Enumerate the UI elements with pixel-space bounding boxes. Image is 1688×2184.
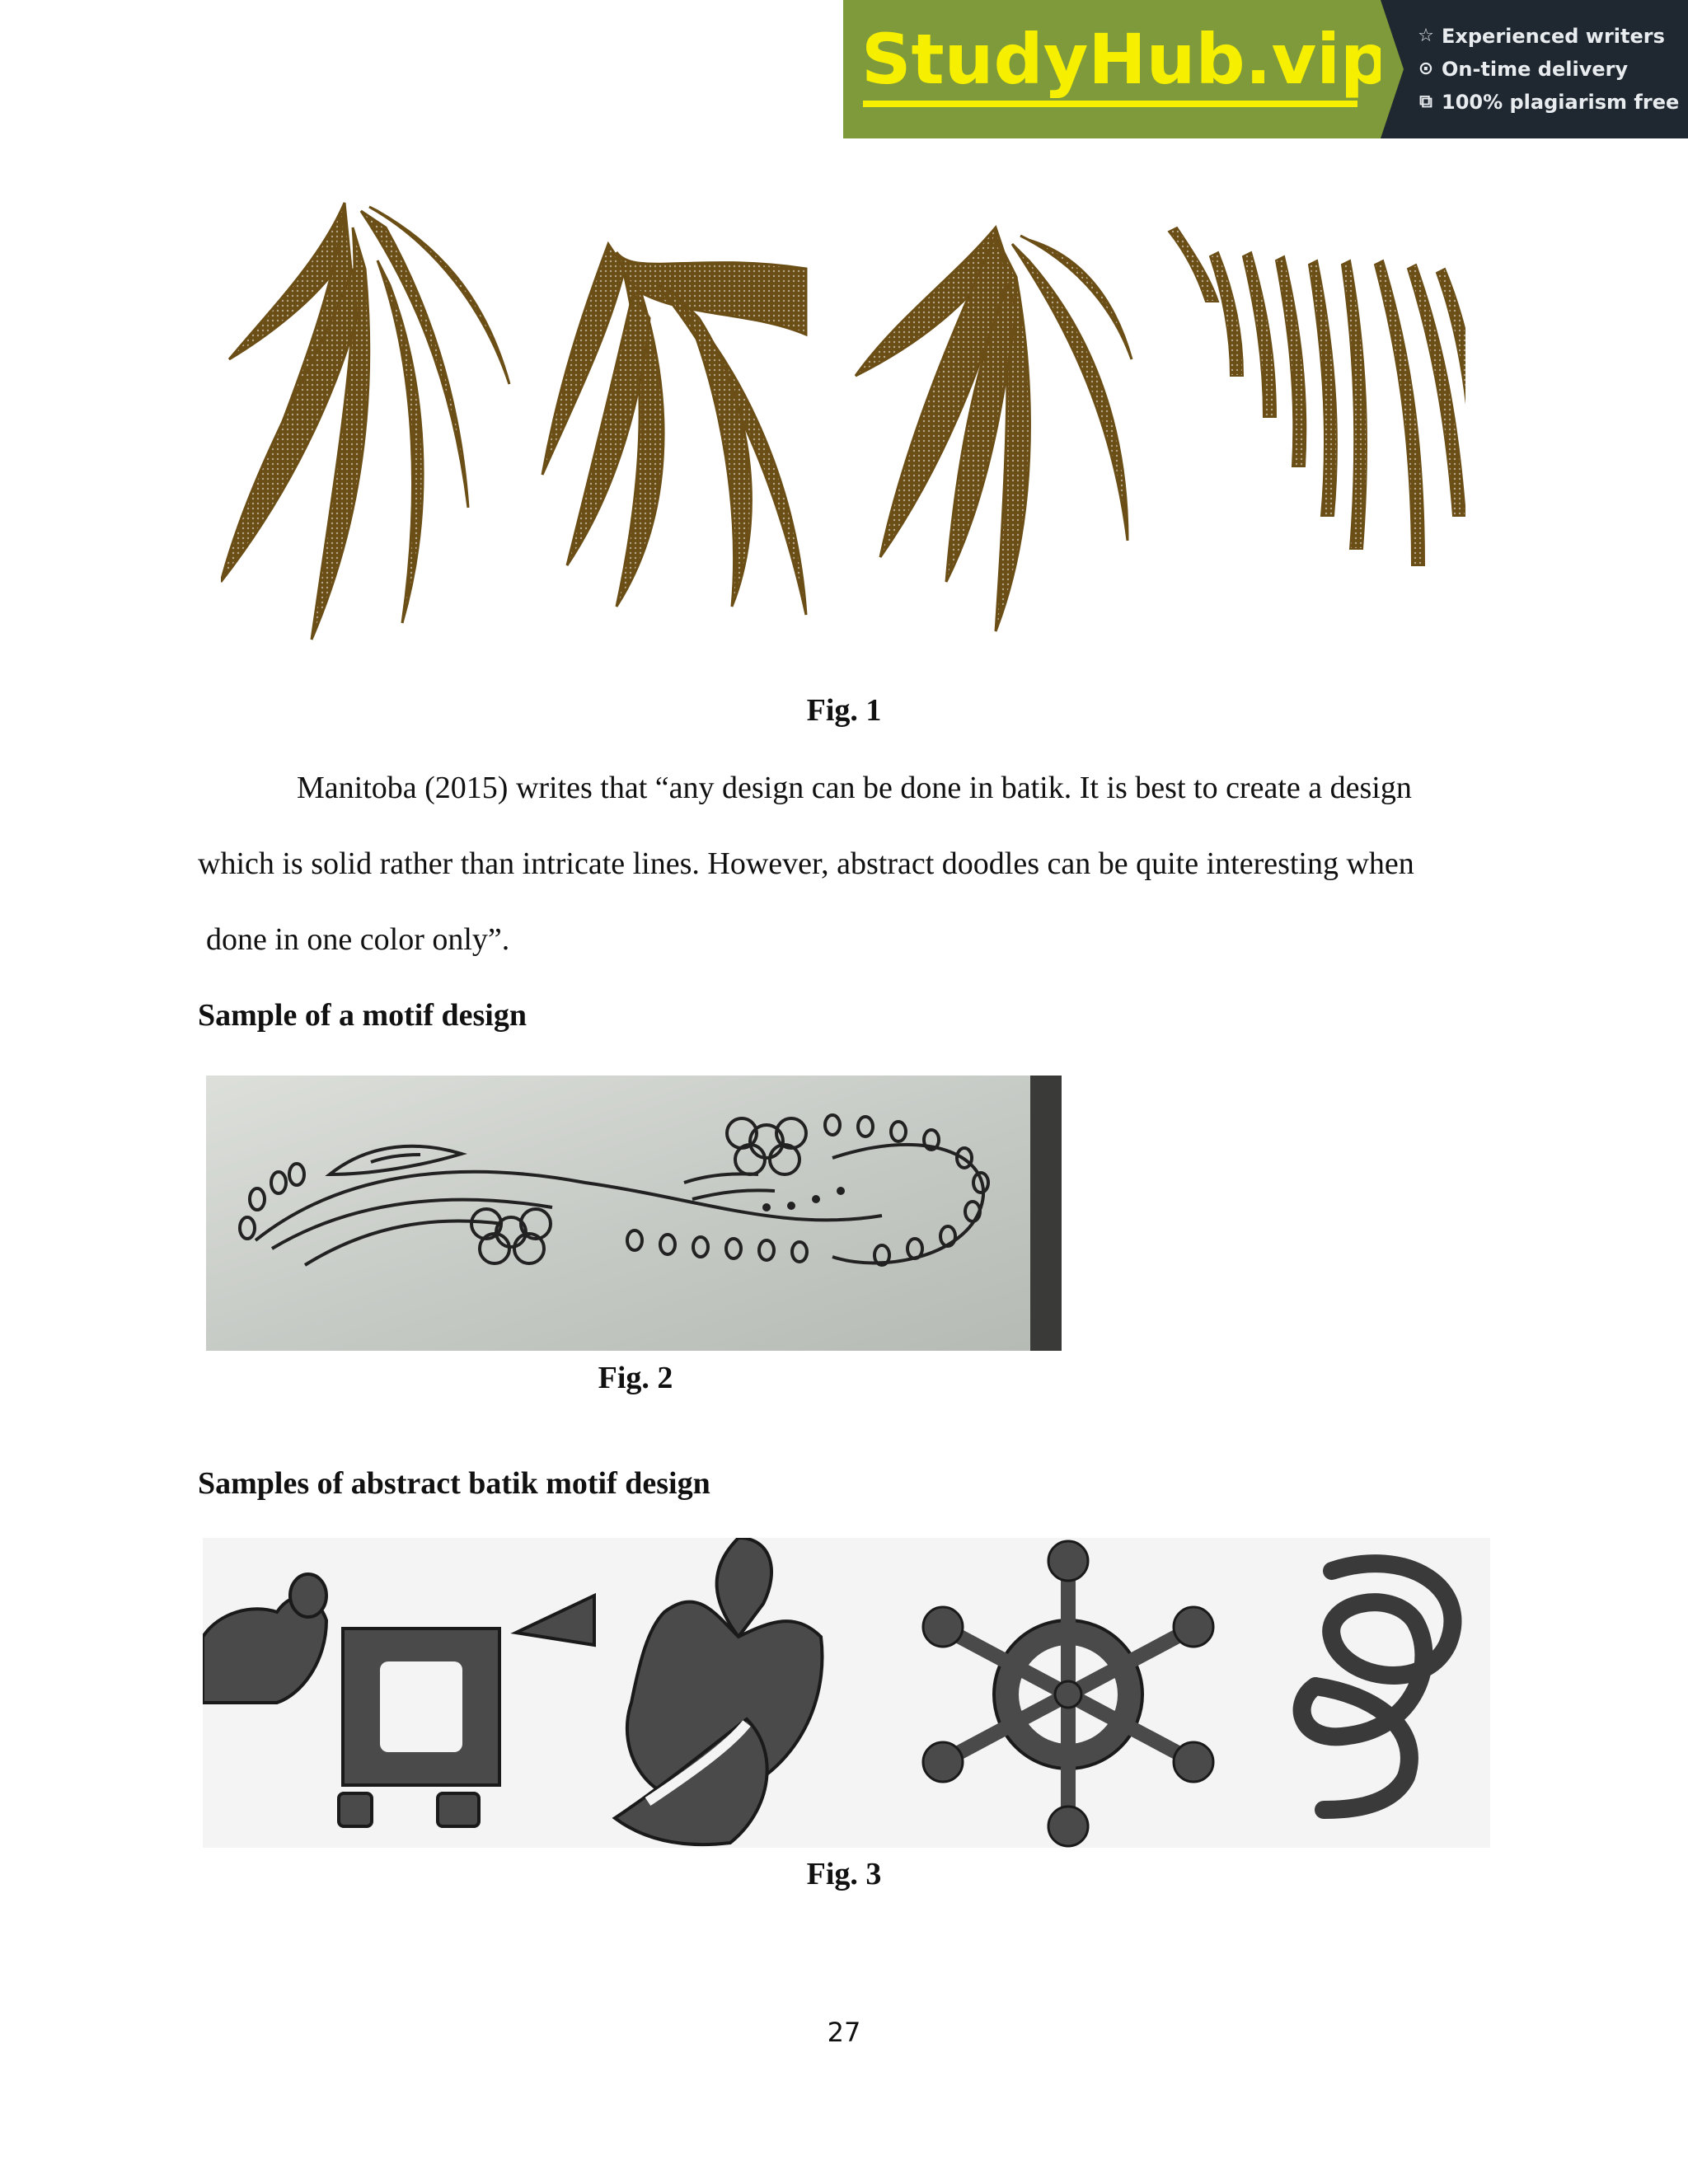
fern-motifs-illustration xyxy=(221,194,1465,656)
logo-panel xyxy=(843,0,1390,138)
paragraph-line-text: Manitoba (2015) writes that “any design can be done in batik. It is best to create a design xyxy=(297,771,1412,805)
studyhub-logo: StudyHub.vip xyxy=(861,19,1390,100)
paragraph-line xyxy=(198,750,1500,826)
feature-list xyxy=(1381,0,1688,138)
paragraph-line: which is solid rather than intricate lines. However, abstract doodles can be quite interesting when xyxy=(198,846,1414,881)
page-number: 27 xyxy=(827,2017,861,2048)
fig2-caption: Fig. 2 xyxy=(598,1361,673,1395)
abstract-motifs-illustration xyxy=(203,1538,1490,1848)
star-icon: ☆ xyxy=(1418,26,1434,46)
fig3-caption: Fig. 3 xyxy=(806,1857,882,1891)
fig2-image xyxy=(206,1076,1062,1351)
motif-drawing xyxy=(206,1076,1062,1351)
copy-icon: ⧉ xyxy=(1419,91,1432,112)
feature-label: Experienced writers xyxy=(1442,25,1665,48)
heading-motif: Sample of a motif design xyxy=(198,998,527,1033)
heading-abstract: Samples of abstract batik motif design xyxy=(198,1466,710,1501)
feature-item xyxy=(1417,53,1688,86)
feature-item xyxy=(1417,86,1688,119)
fig3-image xyxy=(203,1538,1490,1848)
paragraph-line: done in one color only”. xyxy=(206,922,510,957)
feature-label: 100% plagiarism free xyxy=(1442,91,1680,114)
logo-underline xyxy=(863,101,1357,107)
fig1-image xyxy=(221,194,1465,656)
fig1-caption: Fig. 1 xyxy=(806,693,882,728)
feature-label: On-time delivery xyxy=(1442,58,1629,81)
banner-arrow xyxy=(1381,0,1404,138)
body-paragraph xyxy=(198,750,1500,977)
clock-icon: ⊙ xyxy=(1418,59,1434,79)
feature-item xyxy=(1417,20,1688,53)
studyhub-banner[interactable] xyxy=(843,0,1688,138)
